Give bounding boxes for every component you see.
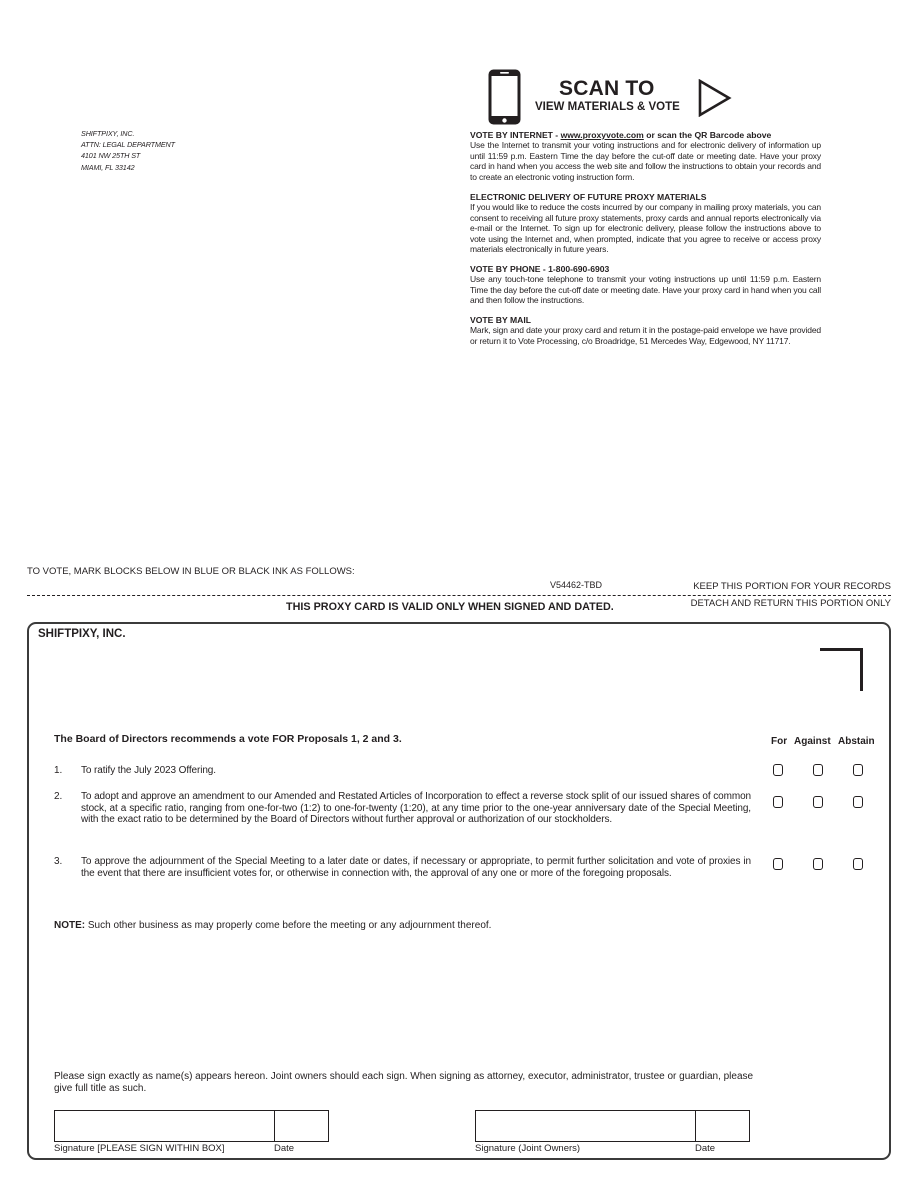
vote-by-mail-heading: VOTE BY MAIL [470,315,531,325]
vote-by-mail-text: Mark, sign and date your proxy card and return it in the postage-paid envelope we have provided or return it to Vote Processing, c/o Broadridge, 51 Mercedes Way, Edgewood, NY 11717. [470,325,821,346]
proxyvote-link[interactable]: www.proxyvote.com [560,130,644,140]
column-header-abstain: Abstain [838,736,875,747]
proposal-2-against-checkbox[interactable] [813,796,823,808]
vote-by-internet-heading: VOTE BY INTERNET - www.proxyvote.com or scan the QR Barcode above [470,130,772,140]
electronic-delivery-text: If you would like to reduce the costs incurred by our company in mailing proxy materials, you can consent to receiving all future proxy statements, proxy cards and annual reports electronically via e-mail or the Internet. To sign up for electronic delivery, please follow the instructions above to vote using the Internet and, when prompted, indicate that you agree to receive or access proxy materials electronically in future years. [470,202,821,255]
proposal-1-number: 1. [54,765,63,776]
vote-by-phone-section [470,264,821,306]
electronic-delivery-section [470,192,821,254]
signature-box[interactable] [54,1110,275,1142]
vote-by-internet-text: Use the Internet to transmit your voting instructions and for electronic delivery of information up until 11:59 p.m. Eastern Time the day before the cut-off date or meeting date. Have your proxy card in hand when you access the web site and follow the instructions to obtain your records and to create an electronic voting instruction form. [470,140,821,182]
control-code: V54462-TBD [550,580,603,590]
address-line: ATTN: LEGAL DEPARTMENT [81,140,175,150]
detach-portion-label: DETACH AND RETURN THIS PORTION ONLY [690,598,891,609]
proposal-3-text: To approve the adjournment of the Special Meeting to a later date or dates, if necessary or appropriate, to permit further solicitation and vote of proxies in the event that there are insufficient votes for, or otherwise in connection with, the approval of any one or more of the foregoing proposals. [81,856,751,879]
proposal-3-against-checkbox[interactable] [813,858,823,870]
joint-signature-label: Signature (Joint Owners) [475,1143,581,1154]
joint-signature-box[interactable] [475,1110,696,1142]
date-label: Date [274,1143,295,1154]
play-arrow-icon [698,79,732,117]
proposal-1-abstain-checkbox[interactable] [853,764,863,776]
valid-notice: THIS PROXY CARD IS VALID ONLY WHEN SIGNED AND DATED. [286,601,614,613]
to-vote-instruction: TO VOTE, MARK BLOCKS BELOW IN BLUE OR BLACK INK AS FOLLOWS: [27,566,355,577]
electronic-delivery-heading: ELECTRONIC DELIVERY OF FUTURE PROXY MATERIALS [470,192,707,202]
signing-instructions: Please sign exactly as name(s) appears hereon. Joint owners should each sign. When signing as attorney, executor, administrator, trustee or guardian, please give full title as such. [54,1071,754,1094]
column-header-for: For [771,736,788,747]
vote-by-internet-section [470,130,821,182]
vote-by-mail-section [470,315,821,346]
detach-line [27,595,891,596]
joint-date-box[interactable] [695,1110,750,1142]
proposal-1-text: To ratify the July 2023 Offering. [81,765,216,776]
column-header-against: Against [794,736,831,747]
proposal-2-text: To adopt and approve an amendment to our Amended and Restated Articles of Incorporation to effect a reverse stock split of our issued shares of common stock, at a specific ratio, ranging from one-for-two (1:2) to one-for-twenty (1:20), at any time prior to the one-year anniversary date of the Special Meeting, with the exact ratio to be determined by the Board of Directors without further approval or authorization of our stockholders. [81,791,751,826]
company-name: SHIFTPIXY, INC. [38,628,126,640]
proposal-2-number: 2. [54,791,63,802]
proposal-2-abstain-checkbox[interactable] [853,796,863,808]
note-text: Such other business as may properly come before the meeting or any adjournment thereof. [85,920,492,931]
corner-mark [820,648,863,691]
joint-date-label: Date [695,1143,716,1154]
proposal-1-against-checkbox[interactable] [813,764,823,776]
keep-portion-label: KEEP THIS PORTION FOR YOUR RECORDS [693,581,891,592]
address-line: 4101 NW 25TH ST [81,151,141,161]
proposal-1-for-checkbox[interactable] [773,764,783,776]
scan-subtitle: VIEW MATERIALS & VOTE [535,101,680,113]
phone-icon [487,68,522,126]
proposal-3-abstain-checkbox[interactable] [853,858,863,870]
vote-by-phone-text: Use any touch-tone telephone to transmit your voting instructions up until 11:59 p.m. Eastern Time the day before the cut-off date or meeting date. Have your proxy card in hand when you call and then follow the instructions. [470,274,821,306]
date-box[interactable] [274,1110,329,1142]
signature-label: Signature [PLEASE SIGN WITHIN BOX] [54,1143,225,1154]
address-line: SHIFTPIXY, INC. [81,129,135,138]
proposal-3-for-checkbox[interactable] [773,858,783,870]
vote-by-phone-heading: VOTE BY PHONE - 1-800-690-6903 [470,264,610,274]
proposal-2-for-checkbox[interactable] [773,796,783,808]
address-line: MIAMI, FL 33142 [81,162,135,172]
note-label: NOTE: [54,920,86,931]
proposal-3-number: 3. [54,856,63,867]
scan-title: SCAN TO [559,77,655,100]
board-recommendation: The Board of Directors recommends a vote FOR Proposals 1, 2 and 3. [54,733,402,745]
note [54,920,491,931]
mailing-address [81,128,175,173]
